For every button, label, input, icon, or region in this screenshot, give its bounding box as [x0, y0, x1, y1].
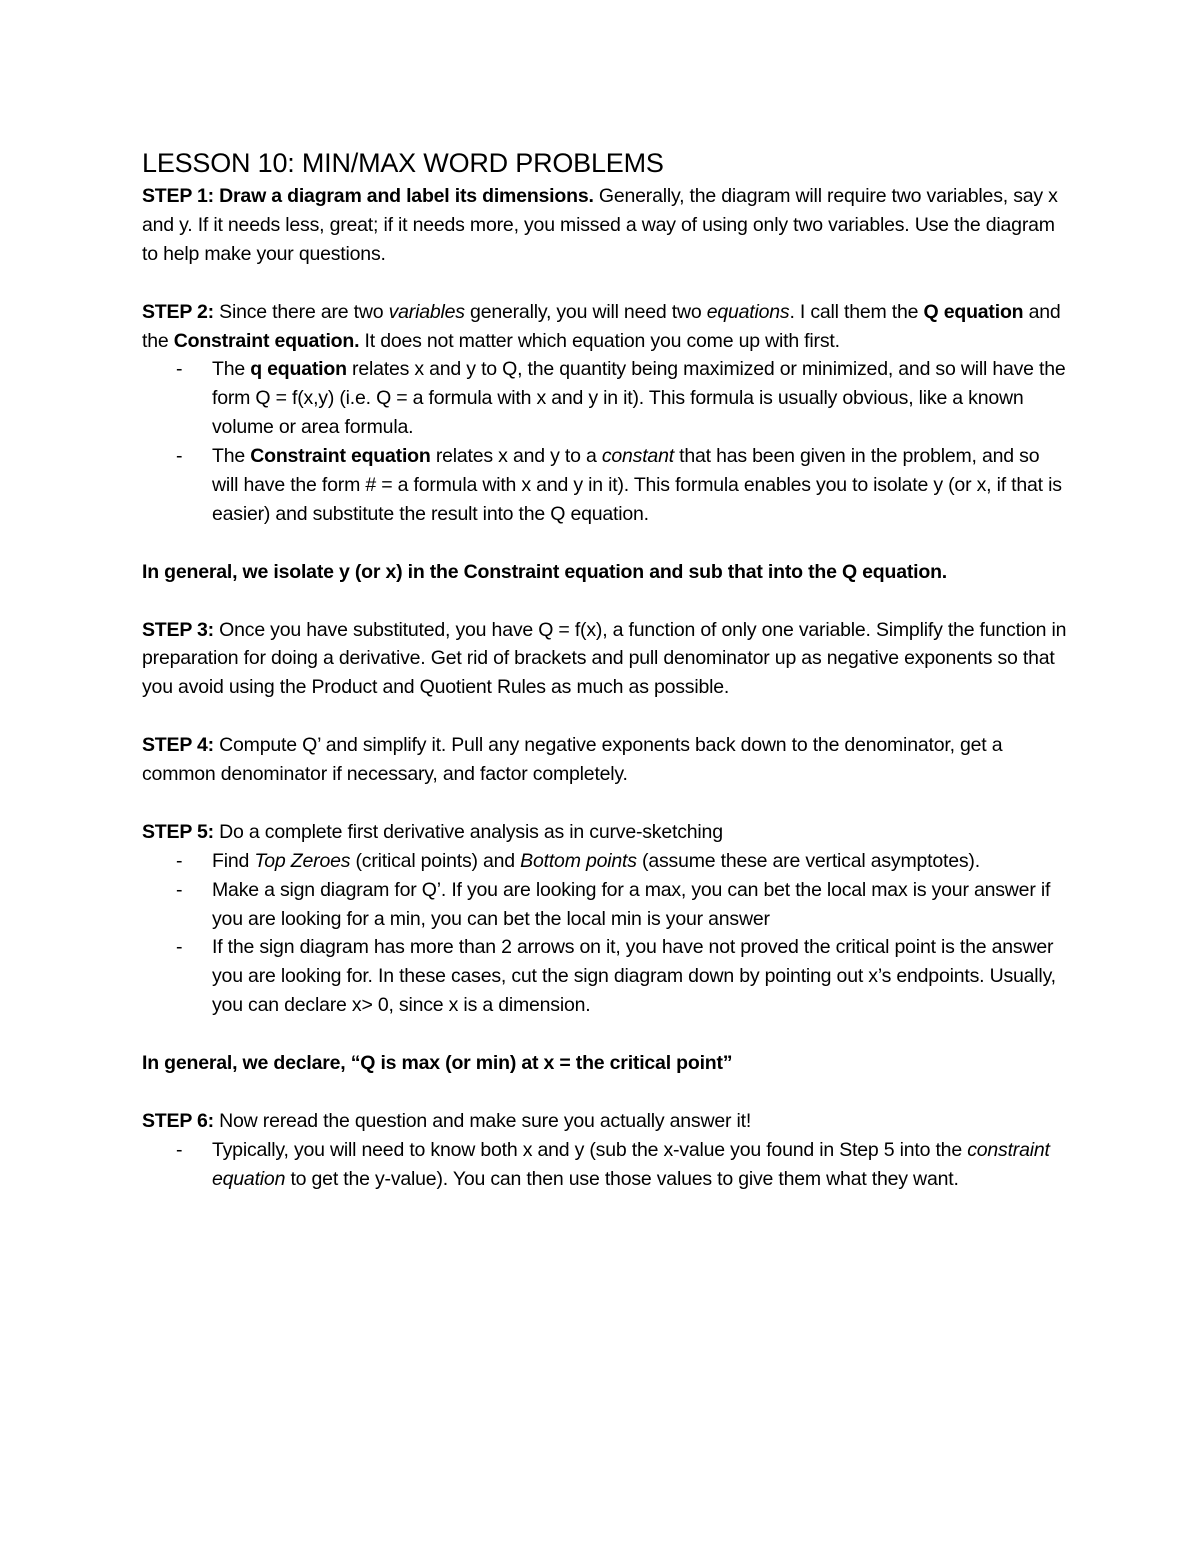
- step6-paragraph: [142, 1107, 1067, 1136]
- spacer: [142, 702, 1067, 731]
- step5-label: STEP 5:: [142, 820, 214, 843]
- list-item: [212, 876, 1067, 934]
- list-text: If the sign diagram has more than 2 arrows on it, you have not proved the critical point is the answer you are looking for. In these cases, cut the sign diagram down by pointing out x’s endpoints. Usually, you can declare x> 0, since x is a dimension.: [212, 936, 1056, 1017]
- list-bold: Constraint equation: [250, 445, 431, 468]
- list-item: [212, 847, 1067, 876]
- step3-label: STEP 3:: [142, 618, 214, 641]
- step1-paragraph: [142, 182, 1067, 269]
- list-text: Typically, you will need to know both x and y (sub the x-value you found in Step 5 into the: [212, 1138, 968, 1161]
- step2-text: Since there are two: [213, 300, 389, 323]
- step6-text: Now reread the question and make sure you actually answer it!: [213, 1109, 752, 1132]
- list-text: relates x and y to Q, the quantity being maximized or minimized, and so will have the form Q = f(x,y) (i.e. Q = a formula with x and y in it). This formula is usually obvious, like a known volume or area formula.: [212, 358, 1066, 439]
- spacer: [142, 1078, 1067, 1107]
- list-text: The: [212, 445, 251, 468]
- step5-text: Do a complete first derivative analysis as in curve-sketching: [213, 820, 723, 843]
- list-text: (critical points) and: [350, 849, 521, 872]
- list-text: (assume these are vertical asymptotes).: [636, 849, 980, 872]
- list-item: [212, 355, 1067, 442]
- step2-label: STEP 2:: [142, 300, 214, 323]
- step3-text: Once you have substituted, you have Q = f(x), a function of only one variable. Simplify the function in preparation for doing a derivative. Get rid of brackets and pull denominator up as negative exponents so that you avoid using the Product and Quotient Rules as much as possible.: [142, 618, 1067, 699]
- list-text: that has been given in the problem, and so will have the form # = a formula with x and y in it). This formula enables you to isolate y (or x, if that is easier) and substitute the result into the Q equation.: [212, 445, 1062, 525]
- list-text: Find: [212, 849, 255, 872]
- step2-text: It does not matter which equation you come up with first.: [359, 329, 840, 352]
- list-text: to get the y-value). You can then use those values to give them what they want.: [285, 1167, 959, 1190]
- step6-list: [142, 1136, 1067, 1194]
- general-note-2-text: In general, we declare, “Q is max (or min) at x = the critical point”: [142, 1052, 733, 1075]
- document-page: [142, 146, 1067, 1194]
- list-italic: constant: [601, 445, 674, 468]
- step1-text: Generally, the diagram will require two variables, say x and y. If it needs less, great; if it needs more, you missed a way of using only two variables. Use the diagram to help make your questions.: [142, 185, 1058, 265]
- step2-list: [142, 355, 1067, 528]
- general-note-1: [142, 558, 1067, 587]
- step1-label: STEP 1:: [142, 185, 214, 207]
- step1-bold-text: Draw a diagram and label its dimensions.: [213, 185, 594, 207]
- list-bold: q equation: [250, 358, 347, 381]
- list-text: Make a sign diagram for Q’. If you are looking for a max, you can bet the local max is your answer if you are looking for a min, you can bet the local min is your answer: [212, 878, 1051, 930]
- list-item: [212, 442, 1067, 529]
- lesson-title: LESSON 10: MIN/MAX WORD PROBLEMS: [142, 148, 664, 178]
- step4-paragraph: [142, 731, 1067, 789]
- spacer: [142, 1020, 1067, 1049]
- step5-paragraph: [142, 818, 1067, 847]
- step2-text: . I call them the: [789, 300, 924, 323]
- list-item: [212, 1136, 1067, 1194]
- step2-text: and the: [142, 300, 1061, 352]
- list-italic: Bottom points: [520, 849, 637, 872]
- step2-text: generally, you will need two: [464, 300, 707, 323]
- step2-bold: Q equation: [923, 300, 1024, 323]
- list-italic: constraint equation: [212, 1138, 1050, 1190]
- list-italic: Top Zeroes: [254, 849, 351, 872]
- list-text: The: [212, 358, 251, 381]
- list-item: [212, 933, 1067, 1020]
- step3-paragraph: [142, 616, 1067, 703]
- list-text: relates x and y to a: [430, 445, 602, 468]
- step2-paragraph: [142, 298, 1067, 356]
- step2-bold: Constraint equation.: [173, 329, 360, 352]
- step2-italic: equations: [706, 300, 790, 323]
- step6-label: STEP 6:: [142, 1109, 214, 1132]
- spacer: [142, 587, 1067, 616]
- spacer: [142, 269, 1067, 298]
- step5-list: [142, 847, 1067, 1020]
- step4-label: STEP 4:: [142, 734, 214, 757]
- general-note-1-text: In general, we isolate y (or x) in the Constraint equation and sub that into the Q equation.: [142, 560, 947, 583]
- step4-text: Compute Q’ and simplify it. Pull any negative exponents back down to the denominator, get a common denominator if necessary, and factor completely.: [142, 734, 1003, 786]
- general-note-2: [142, 1049, 1067, 1078]
- spacer: [142, 789, 1067, 818]
- spacer: [142, 529, 1067, 558]
- step2-italic: variables: [388, 300, 465, 323]
